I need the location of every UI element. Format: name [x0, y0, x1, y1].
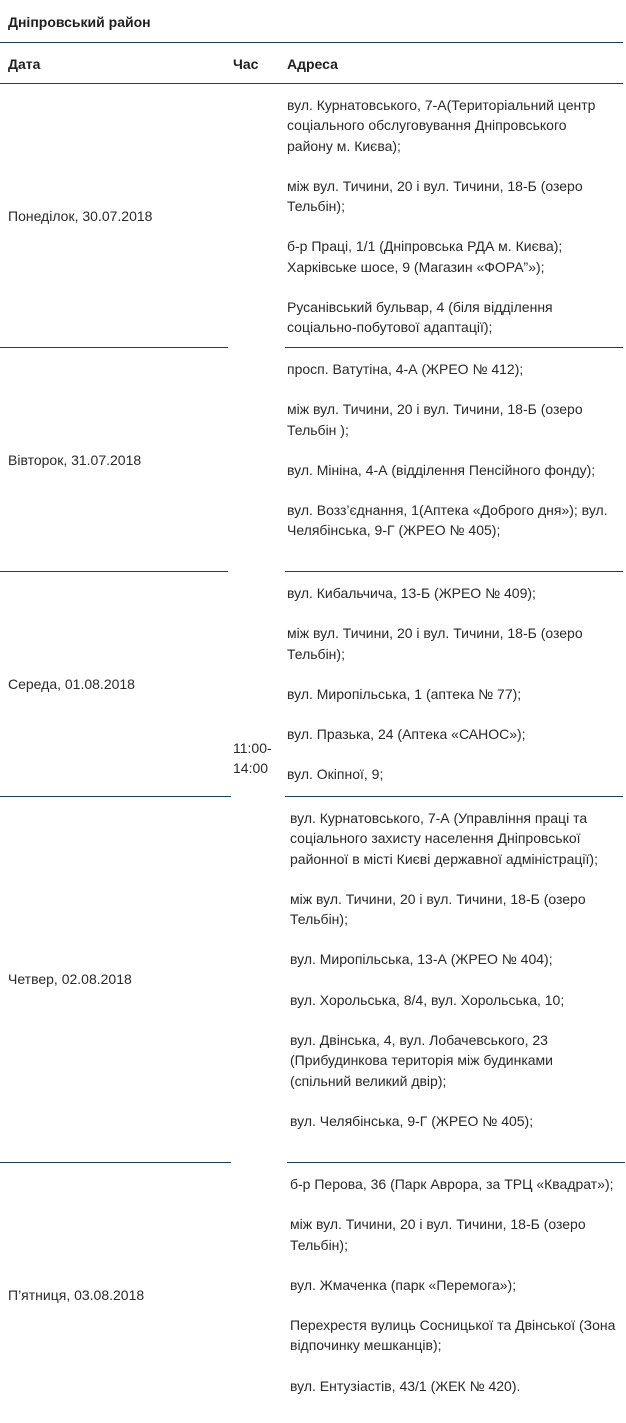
divider-day-right [285, 796, 623, 797]
day-addresses [290, 1174, 620, 1396]
address-item: вул. Курнатовського, 7-А(Територіальний центр соціального обслуговування Дніпровського району м. Києва); [287, 97, 596, 154]
divider-day-right [285, 347, 623, 348]
address-item: вул. Челябінська, 9-Г (ЖРЕО № 405); [290, 1112, 534, 1129]
time-value: 11:00-14:00 [233, 740, 272, 776]
day-date: Понеділок, 30.07.2018 [8, 208, 153, 224]
address-item: вул. Окіпної, 9; [287, 766, 384, 783]
header-date: Дата [8, 56, 41, 72]
address-item: вул. Кибальчича, 13-Б (ЖРЕО № 409); [287, 585, 536, 601]
day-addresses [287, 95, 612, 338]
divider-day-left [0, 571, 228, 572]
divider-day-left [0, 1162, 231, 1163]
day-date: П’ятниця, 03.08.2018 [8, 1287, 145, 1303]
address-item: б-р Праці, 1/1 (Дніпровська РДА м. Києва); Харківське шосе, 9 (Магазин «ФОРА”»); [287, 238, 563, 275]
divider-day-left [0, 796, 231, 797]
day-date: Середа, 01.08.2018 [8, 676, 135, 692]
address-item: вул. Возз’єднання, 1(Аптека «Доброго дня»); вул. Челябінська, 9-Г (ЖРЕО № 405); [287, 502, 608, 539]
address-item: між вул. Тичини, 20 і вул. Тичини, 18-Б (озеро Тельбін); [287, 177, 583, 215]
address-item: Перехрестя вулиць Сосницької та Двінської (Зона відпочинку мешканців); [290, 1317, 616, 1354]
divider-day-right [287, 1162, 625, 1163]
day-date: Четвер, 02.08.2018 [8, 971, 132, 987]
address-item: вул. Мініна, 4-А (відділення Пенсійного фонду); [287, 461, 596, 478]
district-title: Дніпровський район [8, 14, 151, 30]
divider-top [0, 42, 623, 43]
address-item: просп. Ватутіна, 4-А (ЖРЕО № 412); [287, 361, 524, 377]
address-item: між вул. Тичини, 20 і вул. Тичини, 18-Б (озеро Тельбін); [287, 625, 583, 662]
address-item: між вул. Тичини, 20 і вул. Тичини, 18-Б (озеро Тельбін); [290, 1216, 586, 1253]
address-item: вул. Курнатовського, 7-А (Управління праці та соціального захисту населення Дніпровської районної в місті Києві державної адміністрації); [290, 810, 598, 867]
address-item: вул. Двінська, 4, вул. Лобачевського, 23 (Прибудинкова територія між будинками (спільний великий двір); [290, 1032, 553, 1089]
address-item: вул. Ентузіастів, 43/1 (ЖЕК № 420). [290, 1377, 521, 1394]
day-addresses [287, 583, 612, 785]
day-date: Вівторок, 31.07.2018 [8, 452, 142, 468]
day-addresses [287, 359, 612, 541]
day-addresses [290, 808, 616, 1131]
divider-day-left [0, 347, 228, 348]
header-time: Час [233, 56, 259, 72]
address-item: вул. Миропільська, 13-А (ЖРЕО № 404); [290, 951, 553, 968]
divider-day-right [285, 571, 623, 572]
address-item: між вул. Тичини, 20 і вул. Тичини, 18-Б (озеро Тельбін ); [287, 401, 583, 438]
address-item: вул. Жмаченка (парк «Перемога»); [290, 1276, 517, 1293]
address-item: вул. Хорольська, 8/4, вул. Хорольська, 10; [290, 991, 565, 1008]
address-item: вул. Миропільська, 1 (аптека № 77); [287, 685, 522, 702]
address-item: Русанівський бульвар, 4 (біля відділення соціально-побутової адаптації); [287, 299, 553, 336]
address-item: між вул. Тичини, 20 і вул. Тичини, 18-Б (озеро Тельбін); [290, 890, 586, 928]
address-item: вул. Празька, 24 (Аптека «САНОС»); [287, 726, 526, 743]
divider-header [0, 83, 623, 84]
header-address: Адреса [287, 56, 338, 72]
address-item: б-р Перова, 36 (Парк Аврора, за ТРЦ «Квадрат»); [290, 1176, 614, 1192]
